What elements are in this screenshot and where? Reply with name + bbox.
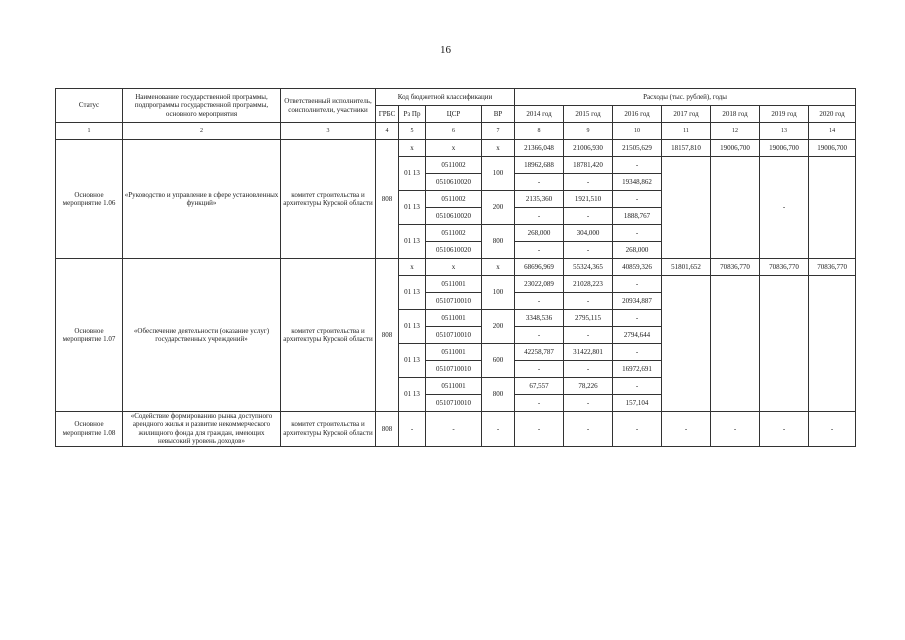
header-name: Наименование государственной программы, подпрограммы государственной программы, основного мероприятия: [123, 89, 281, 123]
vr-cell: 100: [482, 157, 515, 191]
value-2014: 268,000: [515, 225, 564, 242]
csr-cell: 0511002: [426, 191, 482, 208]
rzpr-cell: 01 13: [399, 157, 426, 191]
col-num: 7: [482, 123, 515, 140]
value-2014: -: [515, 208, 564, 225]
empty-cell: [809, 157, 856, 259]
value-2014: 68696,969: [515, 259, 564, 276]
value-2020: 19006,700: [809, 140, 856, 157]
csr-cell: 0511001: [426, 276, 482, 293]
value-2015: -: [564, 242, 613, 259]
value-2015: 21006,930: [564, 140, 613, 157]
value-2016: 2794,644: [613, 327, 662, 344]
value-2015: 18781,420: [564, 157, 613, 174]
value-2014: 3348,536: [515, 310, 564, 327]
rzpr-cell: -: [399, 412, 426, 447]
vr-cell: 600: [482, 344, 515, 378]
grbs-cell: 808: [376, 412, 399, 447]
value-2016: 19348,862: [613, 174, 662, 191]
value-2014: -: [515, 293, 564, 310]
value-2017: -: [662, 412, 711, 447]
col-num: 1: [56, 123, 123, 140]
col-num: 4: [376, 123, 399, 140]
vr-cell: 800: [482, 378, 515, 412]
col-num: 6: [426, 123, 482, 140]
value-2020: -: [809, 412, 856, 447]
rzpr-cell: х: [399, 259, 426, 276]
csr-cell: 0510610020: [426, 208, 482, 225]
value-2015: 2795,115: [564, 310, 613, 327]
value-2015: -: [564, 208, 613, 225]
value-2016: -: [613, 412, 662, 447]
status-cell: Основное мероприятие 1.08: [56, 412, 123, 447]
vr-cell: 200: [482, 310, 515, 344]
col-num: 5: [399, 123, 426, 140]
value-2016: -: [613, 344, 662, 361]
header-grbs: ГРБС: [376, 106, 399, 123]
vr-cell: 800: [482, 225, 515, 259]
status-cell: Основное мероприятие 1.06: [56, 140, 123, 259]
value-2015: -: [564, 174, 613, 191]
header-csr: ЦСР: [426, 106, 482, 123]
vr-cell: х: [482, 259, 515, 276]
value-2015: 1921,510: [564, 191, 613, 208]
value-2014: -: [515, 242, 564, 259]
rzpr-cell: 01 13: [399, 344, 426, 378]
csr-cell: 0511001: [426, 344, 482, 361]
value-2016: 157,104: [613, 395, 662, 412]
header-year-2016: 2016 год: [613, 106, 662, 123]
col-num: 8: [515, 123, 564, 140]
csr-cell: х: [426, 259, 482, 276]
value-2015: -: [564, 327, 613, 344]
value-2015: 304,000: [564, 225, 613, 242]
value-2014: -: [515, 174, 564, 191]
value-2016: 40859,326: [613, 259, 662, 276]
col-num: 3: [281, 123, 376, 140]
value-2014: 67,557: [515, 378, 564, 395]
csr-cell: 0510710010: [426, 327, 482, 344]
value-2017: 18157,810: [662, 140, 711, 157]
vr-cell: 200: [482, 191, 515, 225]
value-2014: -: [515, 327, 564, 344]
value-2016: -: [613, 191, 662, 208]
csr-cell: 0510710010: [426, 293, 482, 310]
empty-cell: [662, 157, 711, 259]
header-status: Статус: [56, 89, 123, 123]
vr-cell: 100: [482, 276, 515, 310]
rzpr-cell: 01 13: [399, 378, 426, 412]
header-year-2018: 2018 год: [711, 106, 760, 123]
header-year-2017: 2017 год: [662, 106, 711, 123]
status-cell: Основное мероприятие 1.07: [56, 259, 123, 412]
value-2020: 70836,770: [809, 259, 856, 276]
value-2016: 268,000: [613, 242, 662, 259]
vr-cell: -: [482, 412, 515, 447]
value-2014: 21366,048: [515, 140, 564, 157]
value-2016: -: [613, 276, 662, 293]
value-2015: 31422,801: [564, 344, 613, 361]
header-budget-code: Код бюджетной классификации: [376, 89, 515, 106]
value-2016: -: [613, 378, 662, 395]
csr-cell: 0510610020: [426, 242, 482, 259]
value-2015: -: [564, 395, 613, 412]
rzpr-cell: 01 13: [399, 225, 426, 259]
col-num: 9: [564, 123, 613, 140]
header-year-2014: 2014 год: [515, 106, 564, 123]
value-2016: -: [613, 310, 662, 327]
csr-cell: -: [426, 412, 482, 447]
header-expenses: Расходы (тыс. рублей), годы: [515, 89, 856, 106]
responsible-cell: комитет строительства и архитектуры Курской области: [281, 259, 376, 412]
csr-cell: 0510710010: [426, 361, 482, 378]
value-2014: -: [515, 395, 564, 412]
header-vr: ВР: [482, 106, 515, 123]
value-2016: 16972,691: [613, 361, 662, 378]
responsible-cell: комитет строительства и архитектуры Курской области: [281, 412, 376, 447]
csr-cell: 0511001: [426, 378, 482, 395]
value-2014: 23022,089: [515, 276, 564, 293]
table-row: [56, 412, 856, 447]
col-num: 14: [809, 123, 856, 140]
col-num: 13: [760, 123, 809, 140]
column-numbers-row: [56, 123, 856, 140]
rzpr-cell: 01 13: [399, 310, 426, 344]
value-2016: 20934,887: [613, 293, 662, 310]
value-2014: 18962,688: [515, 157, 564, 174]
value-2015: 55324,365: [564, 259, 613, 276]
empty-cell: [662, 276, 711, 412]
col-num: 11: [662, 123, 711, 140]
csr-cell: 0511002: [426, 225, 482, 242]
col-num: 2: [123, 123, 281, 140]
value-2014: 2135,360: [515, 191, 564, 208]
rzpr-cell: 01 13: [399, 191, 426, 225]
responsible-cell: комитет строительства и архитектуры Курской области: [281, 140, 376, 259]
value-2019: 19006,700: [760, 140, 809, 157]
value-2014: -: [515, 361, 564, 378]
header-year-2019: 2019 год: [760, 106, 809, 123]
header-rzpr: Рз Пр: [399, 106, 426, 123]
empty-cell: [711, 157, 760, 259]
col-num: 10: [613, 123, 662, 140]
csr-cell: х: [426, 140, 482, 157]
grbs-cell: 808: [376, 259, 399, 412]
value-2017: 51801,652: [662, 259, 711, 276]
value-2014: 42258,787: [515, 344, 564, 361]
value-2015: -: [564, 293, 613, 310]
csr-cell: 0511002: [426, 157, 482, 174]
value-2016: 1888,767: [613, 208, 662, 225]
value-2018: -: [711, 412, 760, 447]
value-2019: -: [760, 412, 809, 447]
value-2019: 70836,770: [760, 259, 809, 276]
table-row: [56, 140, 856, 157]
value-2015: -: [564, 361, 613, 378]
name-cell: «Обеспечение деятельности (оказание услуг) государственных учреждений»: [123, 259, 281, 412]
csr-cell: 0510610020: [426, 174, 482, 191]
empty-cell: [711, 276, 760, 412]
vr-cell: х: [482, 140, 515, 157]
name-cell: «Руководство и управление в сфере установленных функций»: [123, 140, 281, 259]
value-2015: 21028,223: [564, 276, 613, 293]
rzpr-cell: 01 13: [399, 276, 426, 310]
value-2015: -: [564, 412, 613, 447]
value-2018: 70836,770: [711, 259, 760, 276]
col-num: 12: [711, 123, 760, 140]
empty-cell: [809, 276, 856, 412]
name-cell: «Содействие формированию рынка доступного арендного жилья и развитие некоммерческого жилищного фонда для граждан, имеющих невысокий уровень доходов»: [123, 412, 281, 447]
csr-cell: 0510710010: [426, 395, 482, 412]
value-2014: -: [515, 412, 564, 447]
value-2016: 21505,629: [613, 140, 662, 157]
filler-mark-cell: -: [760, 157, 809, 259]
table-row: [56, 259, 856, 276]
empty-cell: [760, 276, 809, 412]
header-year-2015: 2015 год: [564, 106, 613, 123]
header-responsible: Ответственный исполнитель, соисполнители, участники: [281, 89, 376, 123]
grbs-cell: 808: [376, 140, 399, 259]
rzpr-cell: х: [399, 140, 426, 157]
budget-table: [55, 88, 856, 447]
value-2016: -: [613, 157, 662, 174]
value-2018: 19006,700: [711, 140, 760, 157]
value-2016: -: [613, 225, 662, 242]
header-year-2020: 2020 год: [809, 106, 856, 123]
csr-cell: 0511001: [426, 310, 482, 327]
page-number: 16: [440, 44, 451, 56]
value-2015: 78,226: [564, 378, 613, 395]
header-row-1: [56, 89, 856, 106]
